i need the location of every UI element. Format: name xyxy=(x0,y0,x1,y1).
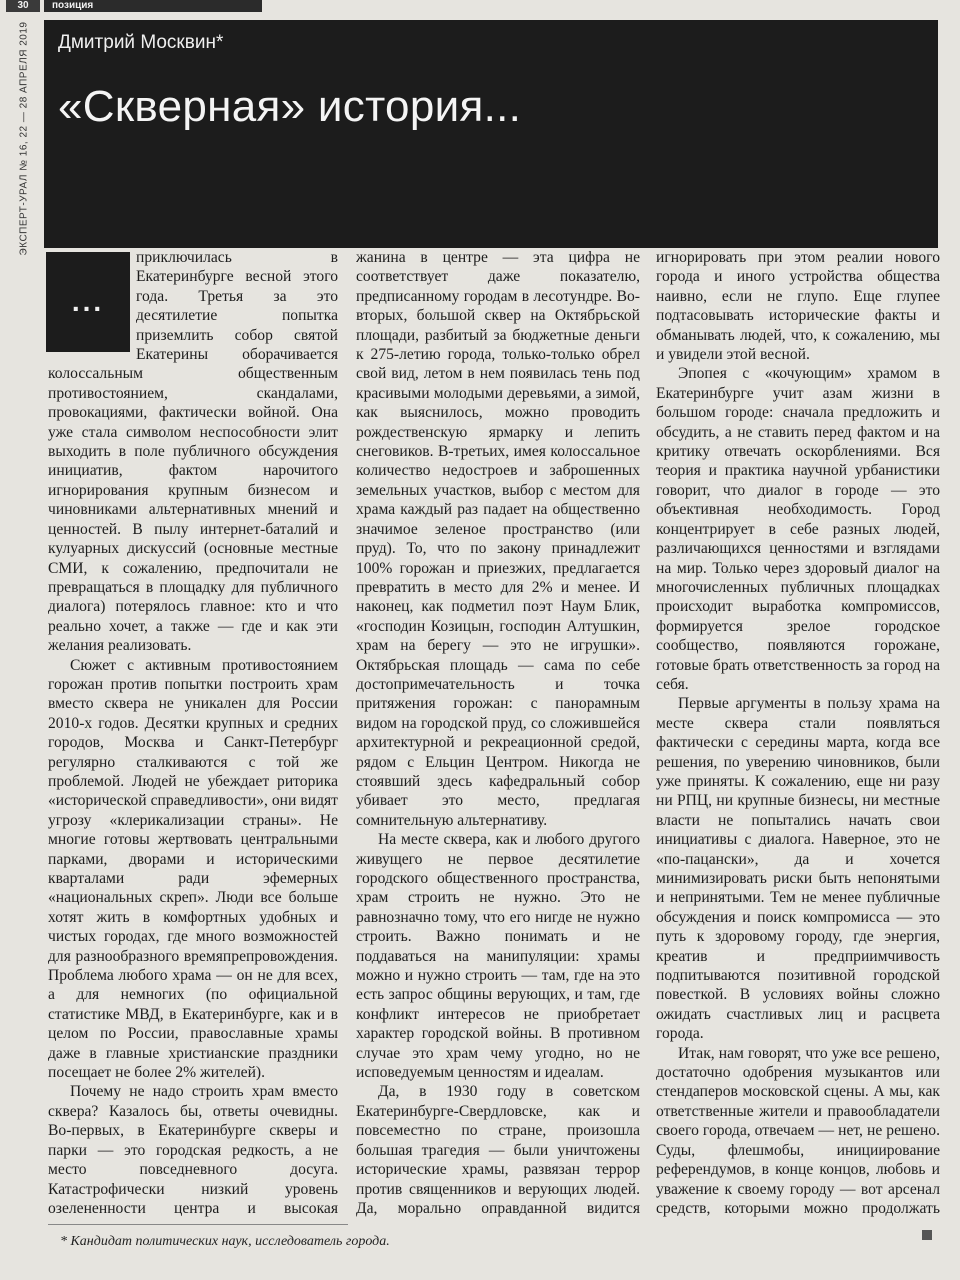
paragraph: игнорировать при этом реалии нового города и иного устройства общества наивно, если не глупо. Еще глупее подтасовывать исторические факты и обманывать людей, что, к сожалению, мы и увидели этой весной. xyxy=(656,249,940,364)
text-column-2 xyxy=(356,248,640,1218)
drop-spacer xyxy=(48,248,136,352)
text-column-1 xyxy=(48,248,338,1218)
paragraph: приключилась в Екатеринбурге весной этого года. Третья за это десятилетие попытка приземлить собор святой Екатерины оборачивается колоссальным общественным противостоянием, скандалами, провокациями, фактически войной. Она уже стала символом неспособности элит выходить в поле публичного обсуждения инициатив, фактом нарочитого игнорирования крупным бизнесом и чиновниками альтернативных мнений и ценностей. В пылу интернет-баталий и кулуарных дискуссий (основные местные СМИ, к сожалению, предпочитали не превращаться в площадку для публичного диалога) потерялось главное: кто и что реально хочет, а также — где и как эти желания реализовать. xyxy=(48,249,338,655)
article-header xyxy=(44,20,938,248)
author-footnote: * Кандидат политических наук, исследователь города. xyxy=(60,1234,390,1249)
page-number: 30 xyxy=(6,0,40,12)
text-column-3 xyxy=(656,248,940,1218)
drop-ellipsis-box: ... xyxy=(46,252,130,352)
paragraph: Первые аргументы в пользу храма на месте сквера стали появляться фактически с середины марта, когда все решения, по уверению чиновников, были уже приняты. К сожалению, еще ни разу ни РПЦ, ни крупные бизнесы, ни местные власти не попытались начать свои инициативы с диалога. Наверное, это не «по-пацански», да и хочется минимизировать риски быть непонятыми и непринятыми. Тем не менее публичные обсуждения и поиск компромисса — это путь к здоровому городу, где энергия, креатив и предприимчивость подпитываются позитивной городской повесткой. В условиях войны сложно ожидать счастливых лиц и расцвета города. xyxy=(656,695,940,1043)
issue-strip-text: ЭКСПЕРТ-УРАЛ № 16, 22 — 28 АПРЕЛЯ 2019 xyxy=(18,21,30,255)
paragraph: жанина в центре — эта цифра не соответствует даже показателю, предписанному городам в лесотундре. Во-вторых, большой сквер на Октябрьской площади, разбитый за бюджетные деньги к 275-летию города, только-только обрел свой вид, летом в нем появилась тень под красивыми молодыми деревьями, а зимой, как выяснилось, можно проводить рождественскую ярмарку и лепить снеговиков. В-третьих, имея колоссальное количество недостроев и заброшенных земельных участков, выбор с местом для храма каждый раз падает на общественно значимое зеленое пространство (или пруд). То, что по закону принадлежит 100% горожан и приезжих, предлагается превратить в место для 2% и менее. И наконец, как подметил поэт Наум Блик, «господин Козицын, господин Алтушкин, храм на берегу — это не игрушки». Октябрьская площадь — сама по себе достопримечательность и точка притяжения горожан: с панорамным видом на городской пруд, со сложившейся архитектурной и рекреационной средой, рядом с Ельцин Центром. Никогда не стоявший здесь кафедральный собор убивает это место, предлагая сомнительную альтернативу. xyxy=(356,249,640,829)
paragraph: Сюжет с активным противостоянием горожан против попытки построить храм вместо сквера не уникален для России 2010-х годов. Десятки крупных и средних городов, Москва и Санкт-Петербург регулярно сталкиваются с той же проблемой. Людей не убеждает риторика «исторической справедливости», они видят угрозу «клерикализации страны». Не многие готовы жертвовать центральными парками, дворами и историческими кварталами ради эфемерных «национальных скреп». Люди все больше хотят жить в комфортных удобных и чистых городах, где много возможностей для разнообразного времяпрепровождения. Проблема любого храма — он не для всех, а для немногих (по официальной статистике МВД, в Екатеринбурге, как и в целом по России, православные храмы даже в главные христианские праздники посещает не более 2% жителей). xyxy=(48,656,338,1082)
end-of-article-mark xyxy=(922,1230,932,1240)
paragraph: Да, в 1930 году в советском Екатеринбурге-Свердловске, как и повсеместно по стране, произошла большая трагедия — были уничтожены исторические храмы, развязан террор против священников и верующих людей. Да, морально оправданной видится xyxy=(356,1083,640,1217)
footnote-divider xyxy=(48,1224,348,1225)
paragraph: На месте сквера, как и любого другого живущего не первое десятилетие городского общественного пространства, храм строить не нужно. Это не равнозначно тому, что его нигде не нужно строить. Важно понимать и не поддаваться на манипуляции: храмы можно и нужно строить — там, где на это есть запрос общины верующих, и там, где конфликт интересов не приобретает характер городской войны. В противном случае это храм чему угодно, но не исповедуемым ценностям и идеалам. xyxy=(356,831,640,1082)
paragraph: Эпопея с «кочующим» храмом в Екатеринбурге учит азам жизни в большом городе: сначала предложить и обсудить, а не ставить перед фактом и на критику отвечать оскорблениями. Вся теория и практика научной урбанистики говорит, что диалог в городе — это объективная необходимость. Город концентрирует в себе разных людей, различающихся ценностями и взглядами на мир. Только через здоровый диалог на многочисленных публичных площадках происходит выработка компромиссов, формируется зрелое городское сообщество, появляются горожане, готовые брать ответственность за город на себя. xyxy=(656,365,940,693)
section-rubric: позиция xyxy=(44,0,262,12)
issue-strip xyxy=(10,21,38,255)
author-name: Дмитрий Москвин* xyxy=(58,32,224,53)
paragraph: Итак, нам говорят, что уже все решено, достаточно одобрения музыкантов или стендаперов московской сцены. А мы, как ответственные жители и правообладатели своего города, отвечаем — нет, не решено. Суды, флешмобы, инициирование референдумов, в конце концов, любовь и уважение к своему городу — вот арсенал средств, которыми можно продолжать xyxy=(656,1044,940,1217)
paragraph: Почему не надо строить храм вместо сквера? Казалось бы, ответы очевидны. Во-первых, в Екатеринбурге скверы и парки — это городская редкость, а не место повседневного досуга. Катастрофически низкий уровень озелененности центра и высокая xyxy=(48,1083,338,1217)
article-headline: «Скверная» история... xyxy=(58,82,522,131)
